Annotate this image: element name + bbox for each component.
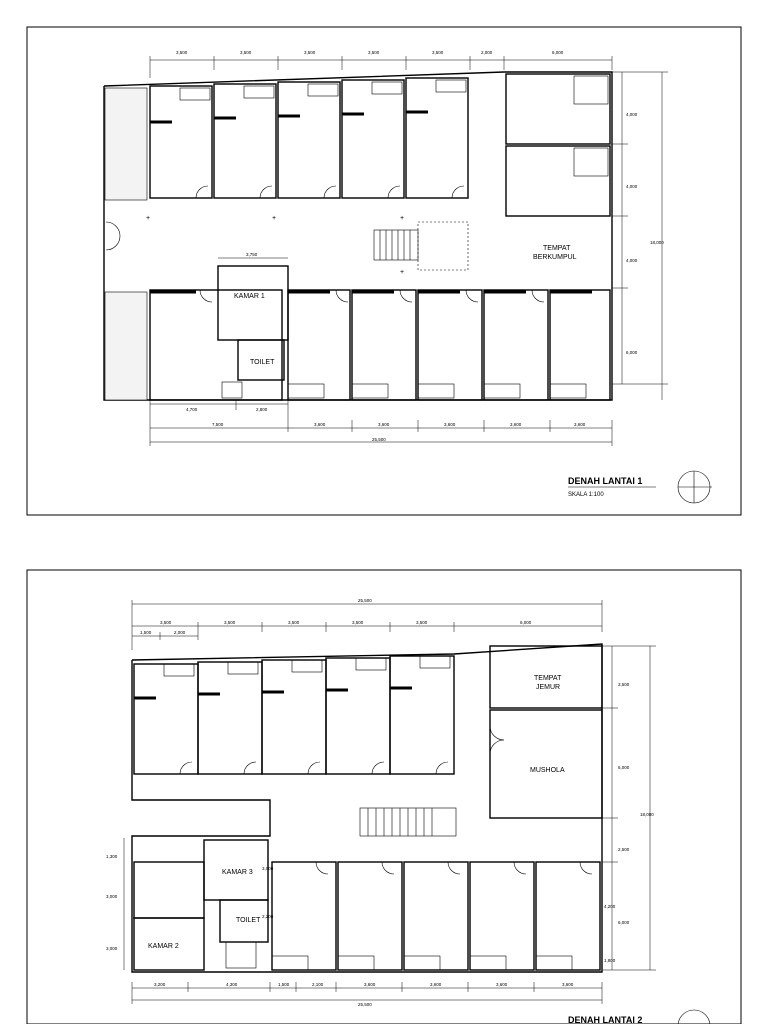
plan1-dim-kamar: 3,750 xyxy=(246,252,258,257)
plan2-dim-top-total: 25,500 xyxy=(358,598,372,603)
plan1-dim-bottom2-4: 3,600 xyxy=(444,422,456,427)
plan1-room-kamar-1: KAMAR 1 xyxy=(234,293,265,300)
plan2-dim-bottom-7: 3,600 xyxy=(496,982,508,987)
plan2-title: DENAH LANTAI 2 xyxy=(568,1015,643,1024)
plan2-dim-right-inner-1: 4,200 xyxy=(604,904,616,909)
plan2-room-jemur-line1: TEMPAT xyxy=(534,675,562,682)
svg-text:+: + xyxy=(400,269,405,276)
plan2-dim-right-1: 3,500 xyxy=(618,682,630,687)
plan1-dim-top-2: 3,500 xyxy=(240,50,252,55)
plan1-dim-right-3: 4,000 xyxy=(626,258,638,263)
plan2-dim-right-inner-2: 1,800 xyxy=(604,958,616,963)
plan1-dim-bottom2-1: 7,500 xyxy=(212,422,224,427)
plan2-room-kamar-2: KAMAR 2 xyxy=(148,943,179,950)
plan2-room-toilet: TOILET xyxy=(236,917,261,924)
plan2-right-dimensions xyxy=(602,646,656,970)
plan1-north-arrow-icon xyxy=(678,471,712,503)
plan2-dim-bottom-total: 25,500 xyxy=(358,1002,372,1007)
plan1-dim-bottom1-2: 2,800 xyxy=(256,407,268,412)
plan1-dim-right-4: 6,000 xyxy=(626,350,638,355)
plan1-room-gather-line1: TEMPAT xyxy=(543,245,571,252)
plan1-dim-top-7: 6,000 xyxy=(552,50,564,55)
plan2-dim-right-4: 6,000 xyxy=(618,920,630,925)
plan2-dim-top-5: 3,500 xyxy=(416,620,428,625)
plan2-dim-bottom-3: 1,500 xyxy=(278,982,290,987)
plan2-dim-left-3: 3,000 xyxy=(106,946,118,951)
plan1-dim-right-1: 4,000 xyxy=(626,112,638,117)
plan1-kamar-dimension xyxy=(218,252,288,258)
svg-text:+: + xyxy=(400,215,405,222)
plan2-room-mushola: MUSHOLA xyxy=(530,767,565,774)
plan1-room-toilet: TOILET xyxy=(250,359,275,366)
plan1-dim-top-6: 2,000 xyxy=(481,50,493,55)
plan2-dim-left-1: 1,300 xyxy=(106,854,118,859)
plan2-dim-top-sub-1: 1,500 xyxy=(140,630,152,635)
plan2-dim-bottom-4: 2,100 xyxy=(312,982,324,987)
plan2-north-arrow-icon xyxy=(678,1010,710,1024)
plan2-bottom-dimensions xyxy=(132,982,602,1007)
plan1-room-gather-line2: BERKUMPUL xyxy=(533,254,577,261)
plan2-dim-right-2: 6,000 xyxy=(618,765,630,770)
plan2-dim-top-1: 3,500 xyxy=(160,620,172,625)
plan2-dim-bottom-6: 3,600 xyxy=(430,982,442,987)
plan1-dim-top-4: 3,500 xyxy=(368,50,380,55)
plan2-dim-top-sub-2: 2,000 xyxy=(174,630,186,635)
plan2-dim-kamar-3: 3,000 xyxy=(262,866,274,871)
plan1-dim-bottom2-3: 3,600 xyxy=(378,422,390,427)
plan2-dim-top-2: 3,500 xyxy=(224,620,236,625)
plan1-bottom-dimensions xyxy=(150,400,612,446)
plan1-dim-right-total: 18,000 xyxy=(650,240,664,245)
plan1-title: DENAH LANTAI 1 xyxy=(568,476,643,486)
plan2-room-kamar-3: KAMAR 3 xyxy=(222,869,253,876)
plan2-room-jemur-line2: JEMUR xyxy=(536,684,561,691)
plan1-right-dimensions xyxy=(612,72,668,400)
plan2-dim-top-6: 6,000 xyxy=(520,620,532,625)
plan1-dim-bottom2-2: 3,600 xyxy=(314,422,326,427)
plan1-dim-bottom2-6: 3,600 xyxy=(574,422,586,427)
plan2-dim-top-4: 3,500 xyxy=(352,620,364,625)
plan2-left-dimensions xyxy=(106,838,124,970)
plan1-dim-bottom-total: 25,500 xyxy=(372,437,386,442)
plan1-dim-bottom2-5: 3,600 xyxy=(510,422,522,427)
svg-text:+: + xyxy=(146,215,151,222)
plan2-dim-top-3: 3,500 xyxy=(288,620,300,625)
plan1-dim-top-3: 3,500 xyxy=(304,50,316,55)
plan2-dim-bottom-8: 3,600 xyxy=(562,982,574,987)
plan2-dim-bottom-2: 4,300 xyxy=(226,982,238,987)
plan2-dim-right-total: 18,000 xyxy=(640,812,654,817)
plan2-top-dimensions xyxy=(132,598,602,650)
plan1-dim-top-5: 3,500 xyxy=(432,50,444,55)
plan1-walls xyxy=(104,72,612,400)
plan2-dim-toilet: 2,200 xyxy=(262,914,274,919)
plan2-dim-right-3: 2,500 xyxy=(618,847,630,852)
plan1-scale: SKALA 1:100 xyxy=(568,492,604,498)
plan1-dim-top-1: 3,500 xyxy=(176,50,188,55)
plan2-dim-bottom-1: 3,200 xyxy=(154,982,166,987)
plan1-dim-right-2: 4,000 xyxy=(626,184,638,189)
plan2-dim-left-2: 3,000 xyxy=(106,894,118,899)
plan2-dim-bottom-5: 3,600 xyxy=(364,982,376,987)
plan2-walls xyxy=(132,644,602,972)
svg-text:+: + xyxy=(272,215,277,222)
plan1-dim-bottom1-1: 4,700 xyxy=(186,407,198,412)
